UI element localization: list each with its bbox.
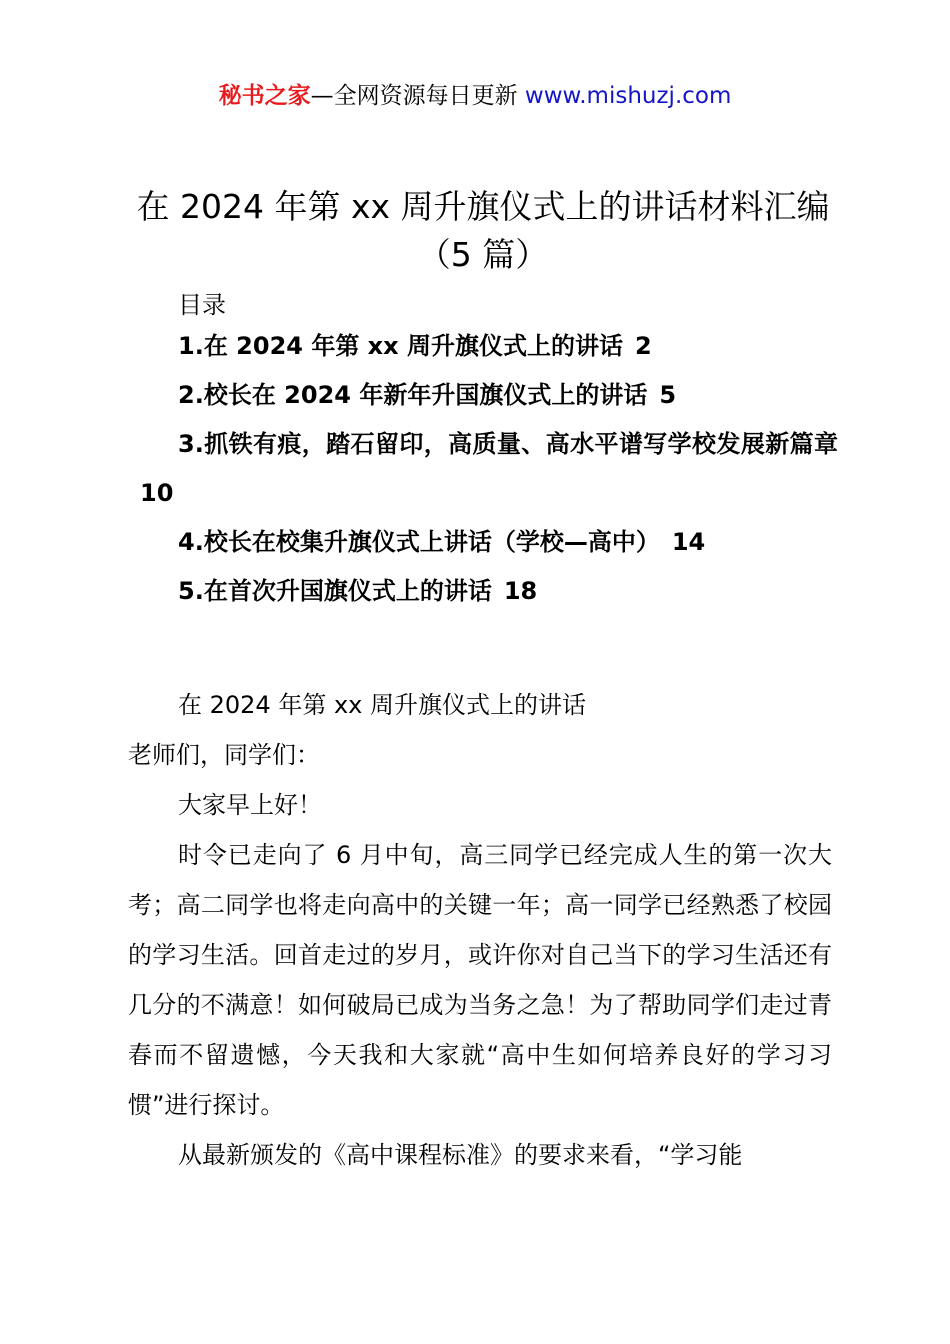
paragraph: 时令已走向了 6 月中旬，高三同学已经完成人生的第一次大考；高二同学也将走向高中的关键一年；高一同学已经熟悉了校园的学习生活。回首走过的岁月，或许你对自己当下的学习生活还有几分的不满意！如何破局已成为当务之急！为了帮助同学们走过青春而不留遗憾，今天我和大家就“高中生如何培养良好的学习习惯”进行探讨。 bbox=[128, 841, 832, 1119]
toc-item-3[interactable] bbox=[128, 420, 838, 518]
toc-item-page: 18 bbox=[503, 577, 538, 605]
document-title: 在 2024 年第 xx 周升旗仪式上的讲话材料汇编（5 篇） bbox=[136, 187, 830, 274]
slogan: —全网资源每日更新 bbox=[310, 83, 525, 109]
toc-item-4[interactable] bbox=[128, 518, 838, 567]
toc-heading: 目录 bbox=[178, 291, 226, 319]
toc-item-page: 5 bbox=[659, 381, 677, 409]
toc-item-text: 3.抓铁有痕，踏石留印，高质量、高水平谱写学校发展新篇章 bbox=[178, 430, 838, 458]
toc-item-text: 2.校长在 2024 年新年升国旗仪式上的讲话 bbox=[178, 381, 648, 409]
salutation: 老师们，同学们： bbox=[128, 741, 320, 769]
toc-item-text: 1.在 2024 年第 xx 周升旗仪式上的讲话 bbox=[178, 332, 623, 360]
toc-item-1[interactable] bbox=[128, 322, 838, 371]
site-header bbox=[0, 80, 950, 112]
section-title: 在 2024 年第 xx 周升旗仪式上的讲话 bbox=[178, 691, 586, 719]
toc-item-page: 2 bbox=[635, 332, 652, 360]
greeting: 大家早上好！ bbox=[178, 791, 322, 819]
toc-item-text: 4.校长在校集升旗仪式上讲话（学校—高中） bbox=[178, 528, 660, 556]
toc-item-page: 14 bbox=[671, 528, 706, 556]
document-body bbox=[128, 680, 832, 1180]
toc-item-text: 5.在首次升国旗仪式上的讲话 bbox=[178, 577, 492, 605]
toc-item-page: 10 bbox=[140, 479, 174, 507]
brand-name: 秘书之家 bbox=[218, 83, 311, 109]
toc-item-2[interactable] bbox=[128, 371, 838, 420]
paragraph: 从最新颁发的《高中课程标准》的要求来看，“学习能 bbox=[178, 1141, 743, 1169]
site-url-link[interactable]: www.mishuzj.com bbox=[524, 83, 732, 109]
table-of-contents bbox=[128, 288, 838, 616]
toc-item-5[interactable] bbox=[128, 567, 838, 616]
